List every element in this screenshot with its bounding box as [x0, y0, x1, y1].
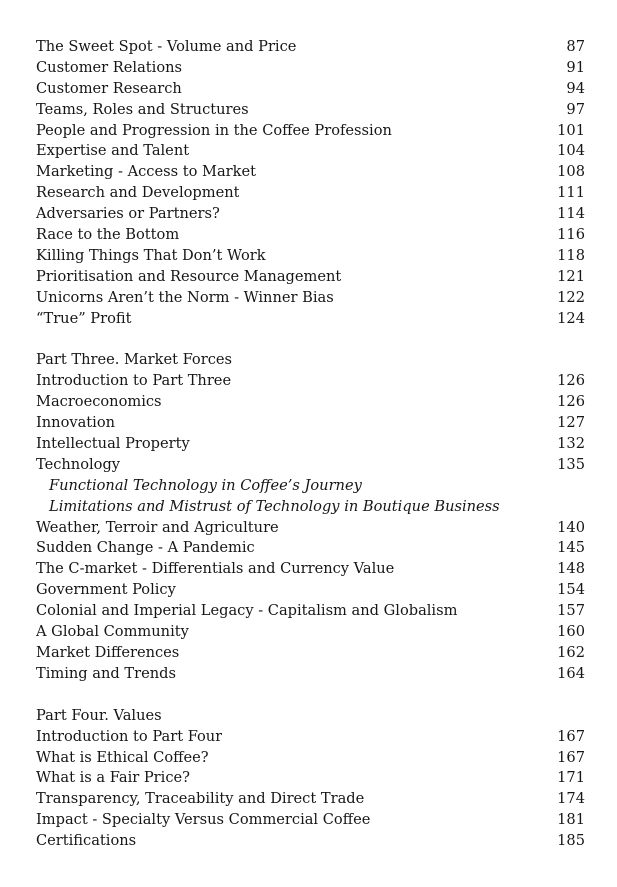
section-heading-part-four: Part Four. Values [36, 706, 162, 724]
toc-entry-title: The C-market - Differentials and Currency Value [36, 560, 395, 578]
toc-entry-page: 160 [557, 623, 585, 641]
toc-entry[interactable] [36, 559, 585, 580]
toc-entry[interactable] [36, 37, 585, 58]
toc-entry[interactable] [36, 141, 585, 162]
toc-entry-page: 154 [557, 581, 585, 599]
toc-entry-title: Introduction to Part Four [36, 727, 223, 745]
toc-entry-page: 148 [557, 560, 585, 578]
toc-group-part-two-continued [36, 37, 585, 329]
toc-entry[interactable] [36, 162, 585, 183]
toc-entry-page: 94 [566, 79, 585, 97]
toc-entry-page: 185 [557, 832, 585, 850]
toc-entry[interactable] [36, 455, 585, 476]
toc-entry-page: 135 [557, 455, 585, 473]
toc-entry-page: 97 [566, 100, 585, 118]
toc-entry[interactable] [36, 434, 585, 455]
toc-entry-page: 167 [557, 748, 585, 766]
toc-subentry-title: Limitations and Mistrust of Technology in Boutique Business [49, 497, 500, 515]
toc-entry[interactable] [36, 538, 585, 559]
toc-entry[interactable] [36, 601, 585, 622]
toc-entry[interactable] [36, 392, 585, 413]
toc-entry-title: Prioritisation and Resource Management [36, 267, 342, 285]
toc-entry-page: 140 [557, 518, 585, 536]
toc-entry-page: 87 [566, 38, 585, 55]
toc-entry[interactable] [36, 748, 585, 769]
toc-entry-page: 126 [557, 393, 585, 411]
toc-entry[interactable] [36, 79, 585, 100]
toc-entry-title: Sudden Change - A Pandemic [36, 539, 255, 557]
toc-entry-title: Weather, Terroir and Agriculture [36, 518, 279, 536]
toc-entry-page: 126 [557, 372, 585, 390]
toc-entry[interactable] [36, 664, 585, 685]
toc-entry-title: Unicorns Aren’t the Norm - Winner Bias [36, 288, 334, 306]
toc-entry-title: Technology [36, 455, 121, 473]
toc-entry[interactable] [36, 204, 585, 225]
toc-entry[interactable] [36, 309, 585, 330]
toc-entry-page: 118 [557, 246, 585, 264]
toc-entry-title: Timing and Trends [36, 664, 176, 682]
toc-subentry-title: Functional Technology in Coffee’s Journey [49, 476, 362, 494]
toc-entry-page: 108 [557, 163, 585, 181]
toc-entry-title: A Global Community [36, 623, 189, 641]
toc-entry[interactable] [36, 831, 585, 852]
toc-entry-title: Race to the Bottom [36, 226, 180, 244]
toc-entry[interactable] [36, 183, 585, 204]
toc-entry-title: Adversaries or Partners? [36, 205, 220, 223]
toc-entry-page: 157 [557, 602, 585, 620]
toc-entry[interactable] [36, 580, 585, 601]
toc-entry[interactable] [36, 58, 585, 79]
toc-entry-page: 171 [557, 769, 585, 787]
toc-entry-page: 116 [557, 226, 585, 244]
toc-entry[interactable] [36, 246, 585, 267]
toc-entry-title: The Sweet Spot - Volume and Price [36, 38, 297, 55]
toc-entry[interactable] [36, 121, 585, 142]
toc-entry[interactable] [36, 100, 585, 121]
toc-entry-page: 145 [557, 539, 585, 557]
toc-entry-title: Customer Research [36, 79, 182, 97]
toc-entry-page: 104 [557, 142, 585, 160]
toc-entry-title: Innovation [36, 414, 116, 432]
toc-entry[interactable] [36, 789, 585, 810]
toc-entry[interactable] [36, 622, 585, 643]
toc-entry-page: 162 [557, 643, 585, 661]
toc-entry-page: 127 [557, 414, 585, 432]
toc-subentry[interactable] [36, 497, 585, 518]
toc-entry-title: Customer Relations [36, 58, 182, 76]
toc-group-part-four [36, 706, 585, 852]
toc-entry-title: Impact - Specialty Versus Commercial Coffee [36, 811, 371, 829]
toc-entry-page: 91 [566, 58, 585, 76]
toc-entry[interactable] [36, 267, 585, 288]
toc-entry-page: 122 [557, 288, 585, 306]
toc-entry-title: What is a Fair Price? [36, 769, 190, 787]
toc-entry-page: 181 [557, 811, 585, 829]
toc-entry-title: Macroeconomics [36, 393, 162, 411]
toc-group-part-three [36, 350, 585, 684]
toc-entry[interactable] [36, 643, 585, 664]
toc-entry-title: Intellectual Property [36, 435, 190, 453]
toc-entry-title: Expertise and Talent [36, 142, 190, 160]
toc-subentry[interactable] [36, 476, 585, 497]
table-of-contents [36, 37, 585, 852]
toc-entry[interactable] [36, 288, 585, 309]
toc-entry-title: Market Differences [36, 643, 180, 661]
toc-entry[interactable] [36, 225, 585, 246]
toc-entry-page: 121 [557, 267, 585, 285]
toc-entry-title: Colonial and Imperial Legacy - Capitalism and Globalism [36, 602, 458, 620]
toc-entry-title: Teams, Roles and Structures [36, 100, 249, 118]
toc-entry-title: “True” Profit [36, 309, 132, 327]
section-heading-part-three: Part Three. Market Forces [36, 351, 232, 369]
toc-entry[interactable] [36, 371, 585, 392]
toc-entry-page: 164 [557, 664, 585, 682]
toc-entry-title: People and Progression in the Coffee Profession [36, 121, 392, 139]
toc-entry-page: 174 [557, 790, 585, 808]
toc-entry[interactable] [36, 518, 585, 539]
toc-entry-page: 111 [557, 184, 585, 202]
toc-entry-page: 167 [557, 727, 585, 745]
toc-entry-page: 114 [557, 205, 585, 223]
toc-entry-title: Certifications [36, 832, 137, 850]
toc-entry[interactable] [36, 727, 585, 748]
toc-entry[interactable] [36, 810, 585, 831]
toc-entry-title: Introduction to Part Three [36, 372, 232, 390]
toc-entry-title: Transparency, Traceability and Direct Trade [36, 790, 365, 808]
toc-entry-title: Research and Development [36, 184, 240, 202]
toc-entry-page: 124 [557, 309, 585, 327]
toc-entry-title: What is Ethical Coffee? [36, 748, 209, 766]
toc-entry-page: 132 [557, 435, 585, 453]
toc-entry-title: Killing Things That Don’t Work [36, 246, 266, 264]
toc-entry[interactable] [36, 413, 585, 434]
toc-entry-title: Marketing - Access to Market [36, 163, 256, 181]
toc-entry-title: Government Policy [36, 581, 176, 599]
toc-entry-page: 101 [557, 121, 585, 139]
toc-entry[interactable] [36, 768, 585, 789]
